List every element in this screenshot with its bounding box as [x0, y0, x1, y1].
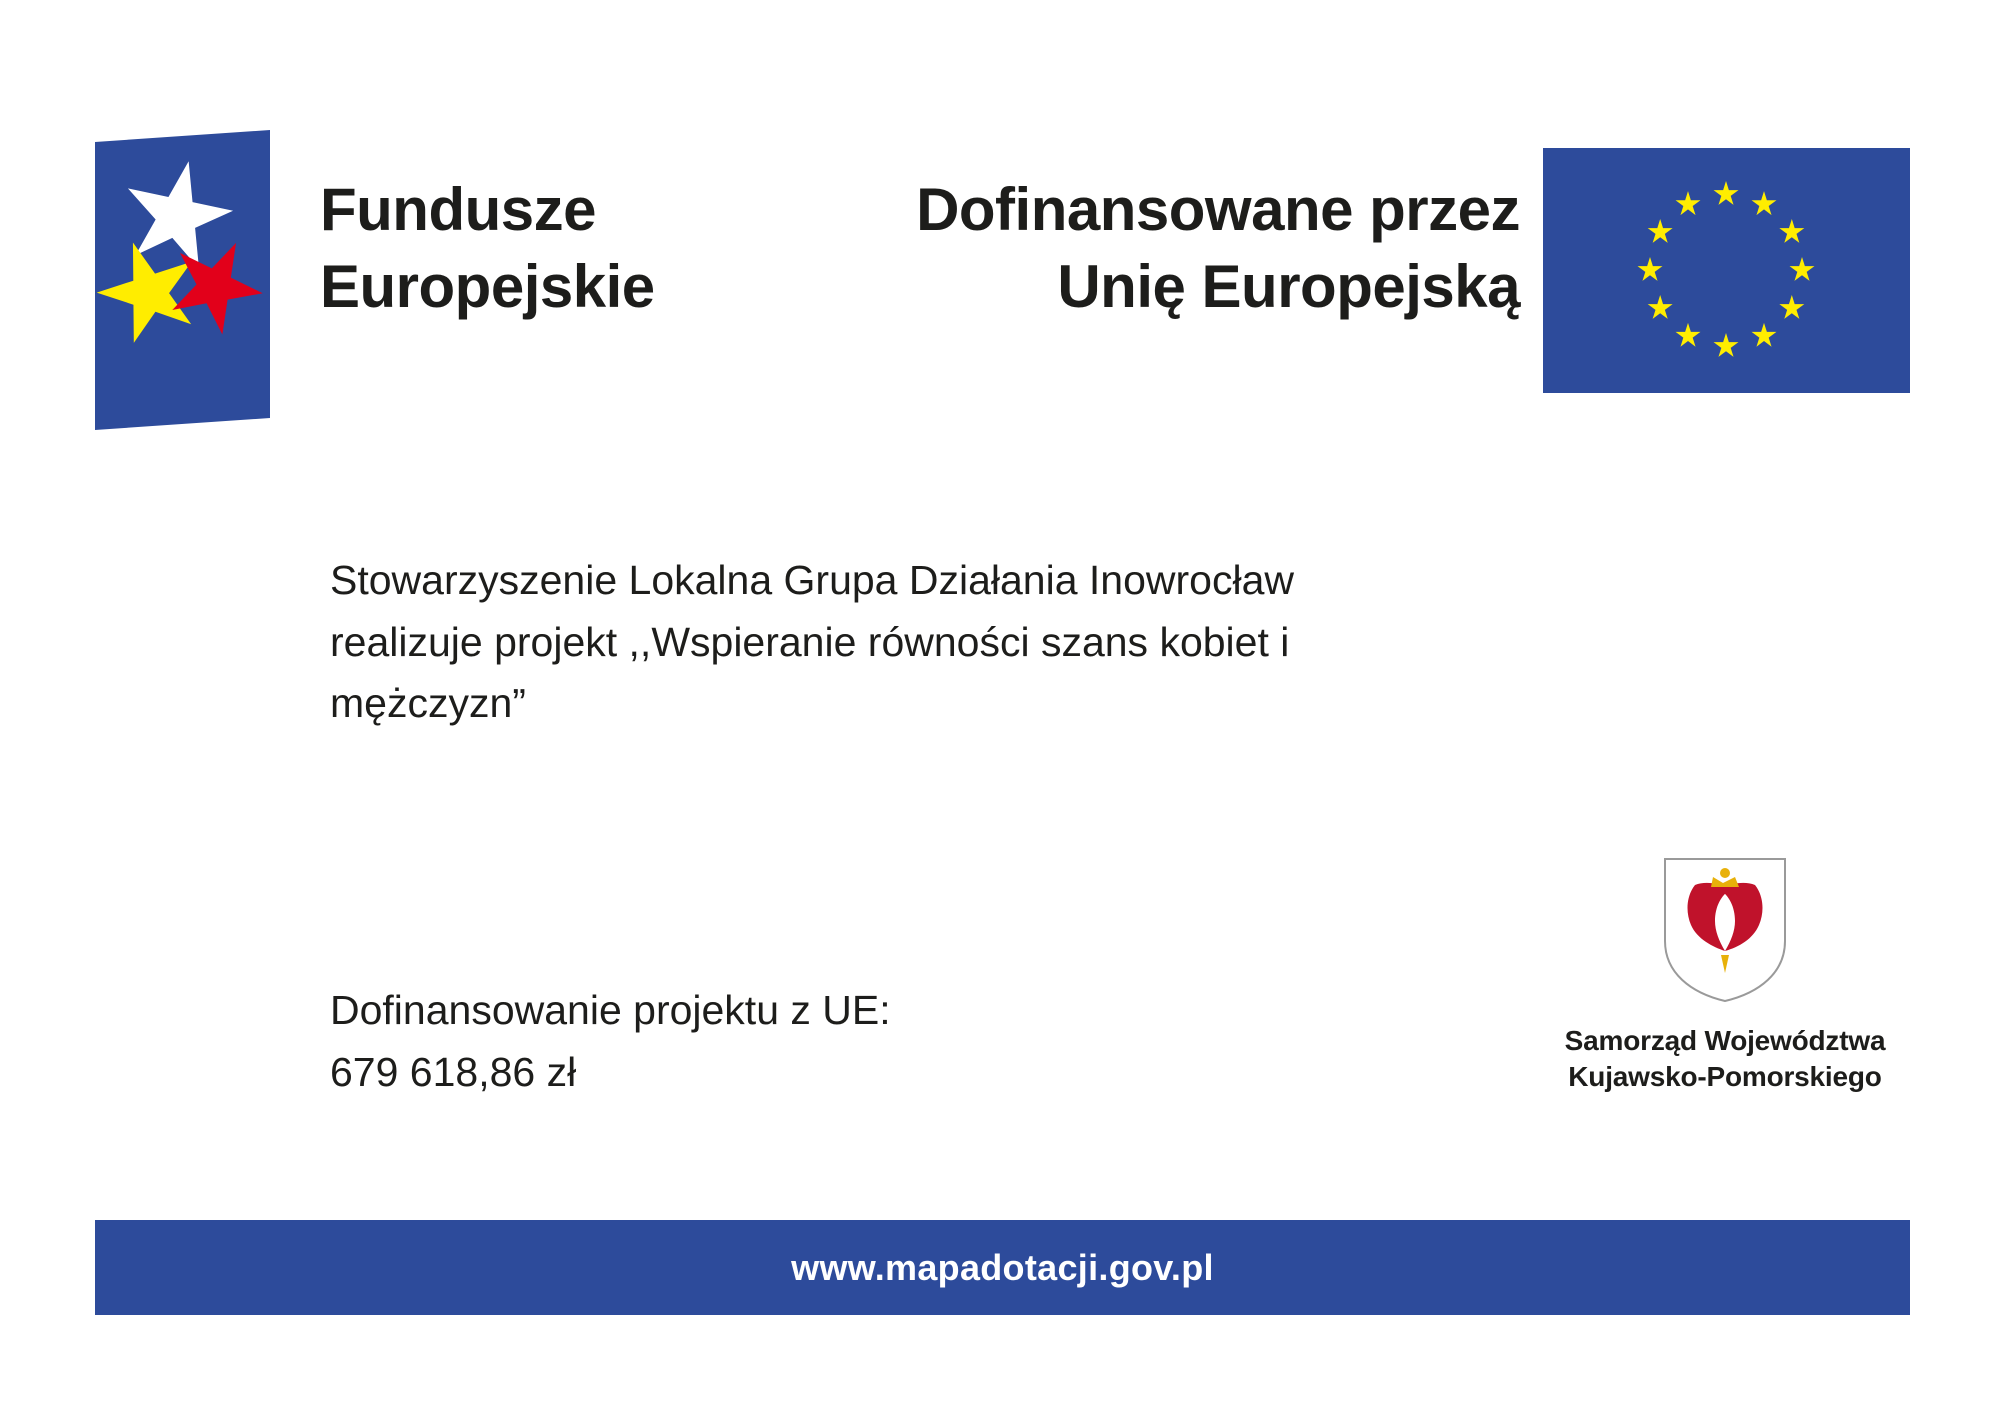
eu-flag-star-icon [1779, 295, 1805, 321]
fundusze-europejskie-stars-mark-icon [95, 130, 270, 430]
project-description-line-2: realizuje projekt ,,Wspieranie równości szans kobiet i [330, 618, 1290, 665]
kujawsko-pomorskie-coat-of-arms-icon [1661, 855, 1789, 1005]
eu-flag-star-icon [1779, 219, 1805, 245]
fundusze-europejskie-wordmark [320, 172, 655, 326]
project-description-line-1: Stowarzyszenie Lokalna Grupa Działania Inowrocław [330, 557, 1294, 603]
funding-label: Dofinansowanie projektu z UE: [330, 987, 891, 1033]
fe-wordmark-line2: Europejskie [320, 252, 655, 320]
poster-header [0, 110, 2000, 430]
eu-flag-star-icon [1647, 219, 1673, 245]
project-description [330, 550, 1450, 735]
eu-funding-statement [780, 172, 1520, 326]
eu-flag-star-icon [1713, 181, 1739, 207]
eu-flag-star-icon [1675, 323, 1701, 349]
eu-statement-line1: Dofinansowane przez [916, 176, 1520, 243]
voivodeship-caption [1530, 1023, 1920, 1096]
project-description-line-3: mężczyzn” [330, 680, 526, 726]
eu-flag-star-icon [1789, 257, 1815, 283]
voivodeship-caption-line2: Kujawsko-Pomorskiego [1568, 1061, 1882, 1093]
eu-statement-line2: Unię Europejską [1057, 252, 1520, 320]
voivodeship-logo [1530, 855, 1920, 1096]
eu-flag-star-icon [1751, 191, 1777, 217]
eu-flag-star-icon [1647, 295, 1673, 321]
eu-flag-star-icon [1675, 191, 1701, 217]
eu-flag-star-icon [1713, 333, 1739, 359]
fe-wordmark-line1: Fundusze [320, 176, 596, 243]
funding-amount: 679 618,86 zł [330, 1048, 577, 1095]
voivodeship-caption-line1: Samorząd Województwa [1564, 1025, 1886, 1056]
funding-block [330, 980, 1230, 1103]
footer-url[interactable]: www.mapadotacji.gov.pl [791, 1246, 1214, 1288]
eu-flag-star-icon [1751, 323, 1777, 349]
footer-bar [95, 1220, 1910, 1315]
european-union-flag-icon [1543, 148, 1910, 393]
eu-flag-star-icon [1637, 257, 1663, 283]
